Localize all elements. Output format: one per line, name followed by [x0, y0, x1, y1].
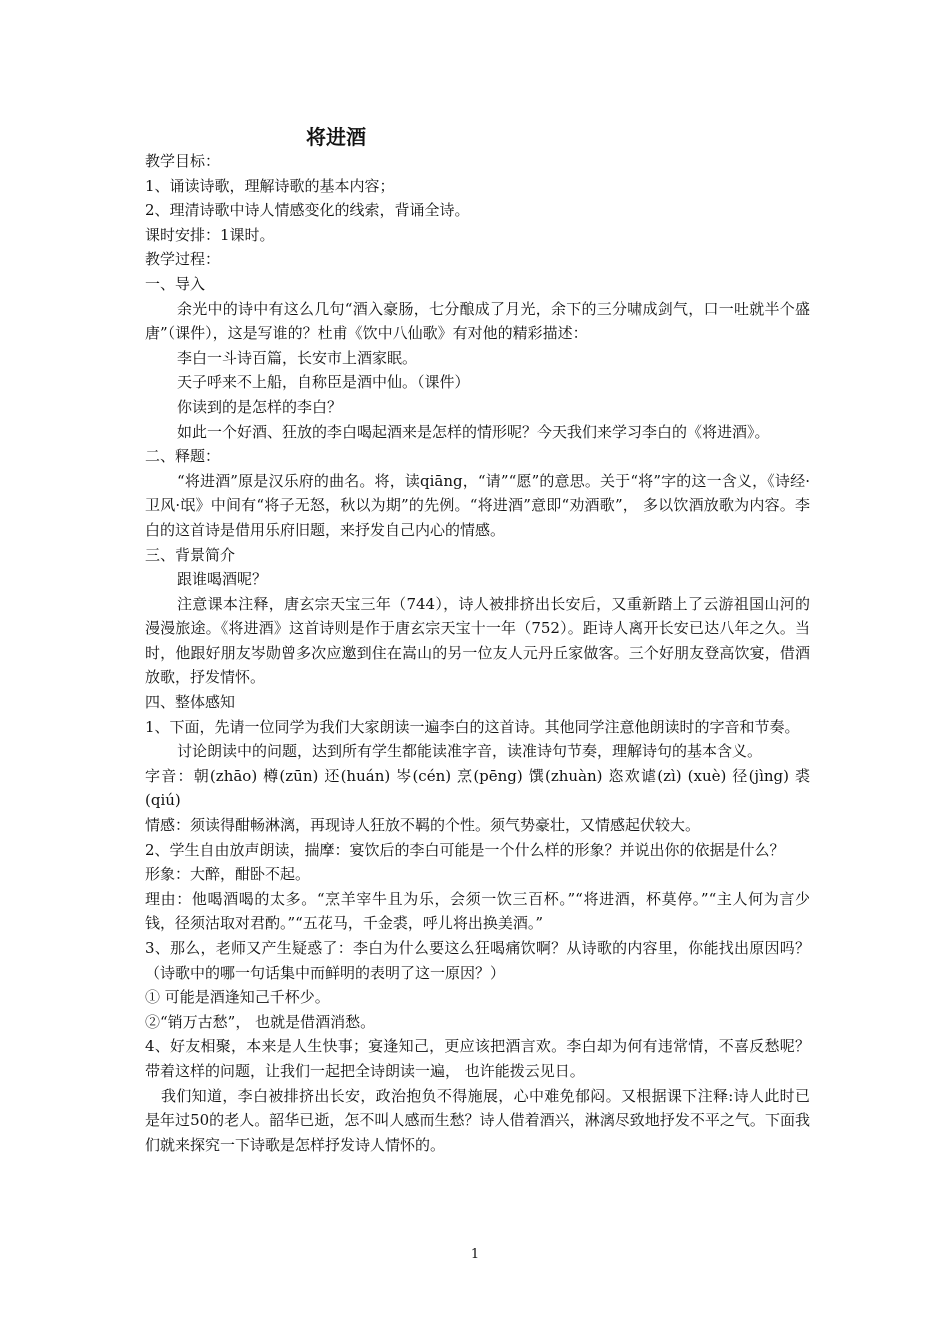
document-body	[145, 149, 810, 1157]
paragraph: 如此一个好酒、狂放的李白喝起酒来是怎样的情形呢？今天我们来学习李白的《将进酒》。	[177, 422, 770, 441]
paragraph: 四、整体感知	[145, 693, 236, 712]
paragraph: 3、那么，老师又产生疑惑了：李白为什么要这么狂喝痛饮啊？从诗歌的内容里，你能找出原因吗？（诗歌中的哪一句话集中而鲜明的表明了这一原因？）	[145, 939, 810, 982]
paragraph: 我们知道，李白被排挤出长安，政治抱负不得施展，心中难免郁闷。又根据课下注释:诗人此时已是年过50的老人。韶华已逝，怎不叫人感而生愁？诗人借着酒兴，淋漓尽致地抒发不平之气。下面我们就来探究一下诗歌是怎样抒发诗人情怀的。	[145, 1086, 810, 1154]
paragraph: 三、背景简介	[145, 545, 236, 564]
document-title: 将进酒	[306, 125, 366, 149]
paragraph: 讨论朗读中的问题，达到所有学生都能读准字音，读准诗句节奏，理解诗句的基本含义。	[177, 742, 763, 761]
paragraph: 你读到的是怎样的李白？	[177, 397, 343, 416]
paragraph: 字音：朝(zhāo) 樽(zūn) 还(huán) 岑(cén) 烹(pēng) 馔(zhuàn) 恣欢谑(zì) (xuè) 径(jìng) 裘(qiú)	[145, 766, 810, 810]
paragraph: 4、好友相聚，本来是人生快事；宴逢知己，更应该把酒言欢。李白却为何有违常情，不喜反愁呢？带着这样的问题，让我们一起把全诗朗读一遍， 也许能拨云见日。	[145, 1037, 810, 1080]
paragraph: 天子呼来不上船，自称臣是酒中仙。（课件）	[177, 373, 470, 392]
paragraph: 教学目标：	[145, 152, 221, 170]
paragraph: 情感：须读得酣畅淋漓，再现诗人狂放不羁的个性。须气势豪壮，又情感起伏较大。	[145, 816, 701, 835]
page-number: 1	[470, 1247, 480, 1262]
paragraph: 李白一斗诗百篇，长安市上酒家眠。	[177, 348, 418, 367]
paragraph: 2、理清诗歌中诗人情感变化的线索，背诵全诗。	[145, 201, 470, 220]
paragraph: 一、导入	[145, 274, 206, 293]
paragraph: 二、释题：	[145, 447, 221, 466]
paragraph: 余光中的诗中有这么几句“酒入豪肠，七分酿成了月光，余下的三分啸成剑气，口一吐就半个盛唐”（课件），这是写谁的？杜甫《饮中八仙歌》有对他的精彩描述：	[145, 299, 810, 343]
paragraph: 注意课本注释，唐玄宗天宝三年（744），诗人被排挤出长安后，又重新踏上了云游祖国山河的漫漫旅途。《将进酒》这首诗则是作于唐玄宗天宝十一年（752）。距诗人离开长安已达八年之久。当时，他跟好朋友岑勋曾多次应邀到住在嵩山的另一位友人元丹丘家做客。三个好朋友登高饮宴，借酒放歌，抒发情怀。	[145, 594, 810, 687]
paragraph: ① 可能是酒逢知己千杯少。	[145, 988, 330, 1007]
paragraph: 理由：他喝酒喝的太多。“烹羊宰牛且为乐，会须一饮三百杯。”“将进酒，杯莫停。”“主人何为言少钱，径须沽取对君酌。”“五花马，千金裘，呼儿将出换美酒。”	[145, 889, 810, 933]
paragraph: 1、诵读诗歌，理解诗歌的基本内容；	[145, 176, 395, 195]
paragraph: 形象：大醉，酣卧不起。	[145, 865, 311, 884]
paragraph: 跟谁喝酒呢？	[177, 570, 268, 589]
paragraph: 课时安排：1课时。	[145, 225, 275, 244]
paragraph: 教学过程：	[145, 250, 221, 269]
paragraph: “将进酒”原是汉乐府的曲名。将，读qiāng，“请”“愿”的意思。关于“将”字的这一含义，《诗经·卫风·氓》中间有“将子无怒，秋以为期”的先例。“将进酒”意即“劝酒歌”， 多以饮酒放歌为内容。李白的这首诗是借用乐府旧题，来抒发自己内心的情感。	[145, 471, 810, 539]
paragraph: 2、学生自由放声朗读，揣摩：宴饮后的李白可能是一个什么样的形象？并说出你的依据是什么？	[145, 840, 785, 859]
paragraph: ②“销万古愁”， 也就是借酒消愁。	[145, 1012, 376, 1031]
paragraph: 1、下面，先请一位同学为我们大家朗读一遍李白的这首诗。其他同学注意他朗读时的字音和节奏。	[145, 717, 800, 736]
